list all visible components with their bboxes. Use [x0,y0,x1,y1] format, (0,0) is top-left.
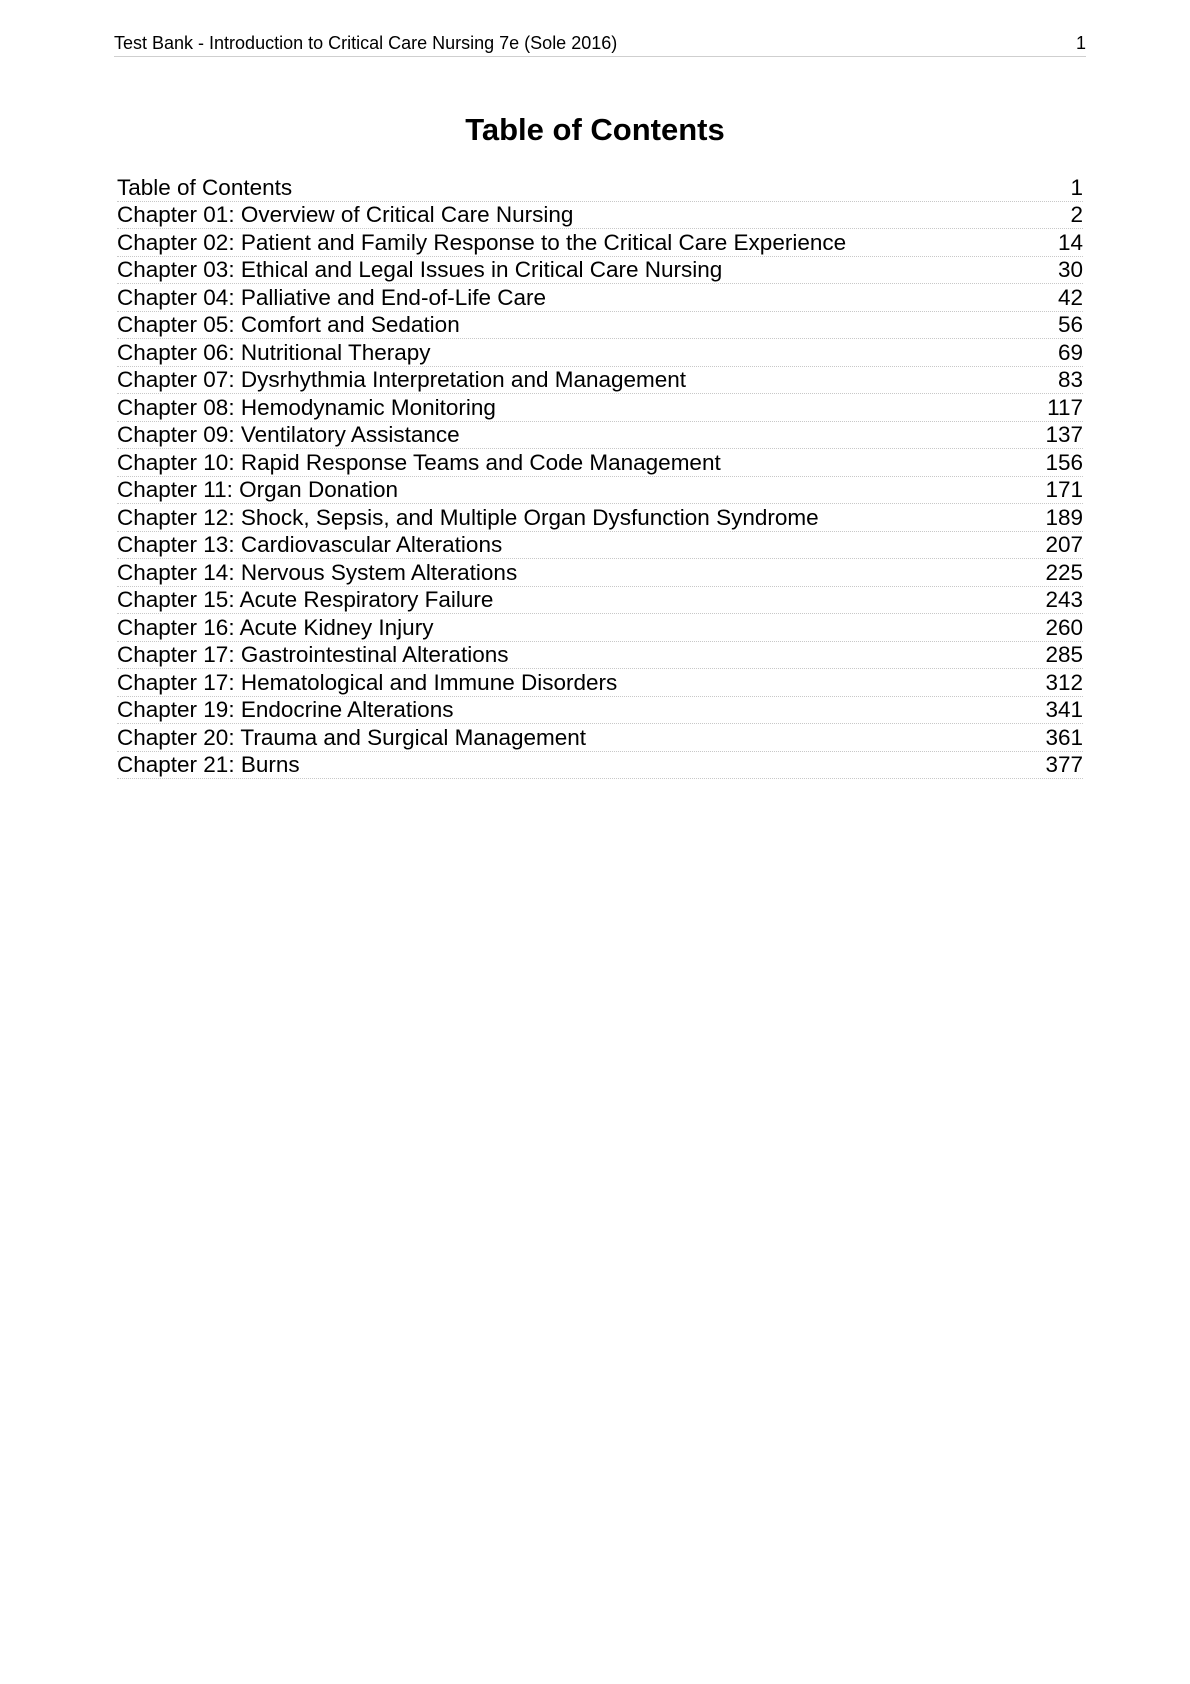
toc-entry-page: 285 [1045,642,1083,667]
toc-entry-label: Chapter 03: Ethical and Legal Issues in Critical Care Nursing [117,257,723,282]
toc-entry-page: 69 [1057,339,1083,365]
toc-entry-label: Chapter 11: Organ Donation [117,477,399,502]
toc-title: Table of Contents [465,112,725,147]
header-book-title: Test Bank - Introduction to Critical Care Nursing 7e (Sole 2016) [114,33,618,53]
toc-entry[interactable] [117,229,1083,257]
toc-entry-label: Chapter 19: Endocrine Alterations [117,697,454,722]
toc-entry-page: 2 [1070,202,1083,227]
toc-entry[interactable] [117,257,1083,285]
toc-entry-page: 225 [1045,559,1083,585]
toc-entry-label: Chapter 16: Acute Kidney Injury [117,614,434,640]
toc-entry-label: Chapter 17: Hematological and Immune Disorders [117,669,618,695]
toc-entry[interactable] [117,614,1083,642]
toc-entry-label: Chapter 04: Palliative and End-of-Life Care [117,284,546,310]
toc-entry-page: 117 [1047,394,1083,420]
toc-entry[interactable] [117,339,1083,367]
toc-entry-page: 30 [1057,257,1083,282]
toc-entry[interactable] [117,202,1083,230]
toc-entry-label: Chapter 12: Shock, Sepsis, and Multiple Organ Dysfunction Syndrome [117,504,819,530]
toc-entry[interactable] [117,422,1083,450]
toc-entry[interactable] [117,477,1083,505]
toc-entry-page: 14 [1057,229,1083,255]
toc-entry[interactable] [117,559,1083,587]
toc-entry-page: 260 [1045,614,1083,640]
running-header [114,32,1086,57]
toc-entry[interactable] [117,312,1083,340]
toc-entry-label: Chapter 10: Rapid Response Teams and Code Management [117,449,721,475]
toc-entry-page: 207 [1045,532,1083,557]
toc-entry[interactable] [117,284,1083,312]
toc-entry-label: Chapter 05: Comfort and Sedation [117,312,460,337]
toc-entry-label: Chapter 13: Cardiovascular Alterations [117,532,503,557]
toc-entry[interactable] [117,724,1083,752]
toc-entry-page: 56 [1057,312,1083,337]
toc-entry-page: 243 [1045,587,1083,612]
toc-entry-page: 137 [1045,422,1083,447]
toc-entry-page: 361 [1045,724,1083,750]
toc-entry[interactable] [117,752,1083,780]
toc-list [117,174,1083,779]
toc-entry-label: Chapter 21: Burns [117,752,300,777]
toc-entry[interactable] [117,367,1083,395]
toc-entry[interactable] [117,532,1083,560]
toc-entry-label: Chapter 17: Gastrointestinal Alterations [117,642,509,667]
toc-entry-label: Chapter 01: Overview of Critical Care Nursing [117,202,574,227]
toc-entry-page: 156 [1045,449,1083,475]
toc-entry-label: Table of Contents [117,174,293,200]
toc-entry[interactable] [117,697,1083,725]
toc-entry[interactable] [117,174,1083,202]
header-page-number: 1 [1075,33,1086,53]
toc-entry-label: Chapter 09: Ventilatory Assistance [117,422,460,447]
toc-entry[interactable] [117,669,1083,697]
toc-entry-page: 171 [1045,477,1083,502]
toc-entry-page: 42 [1057,284,1083,310]
toc-entry-page: 312 [1045,669,1083,695]
toc-entry-label: Chapter 15: Acute Respiratory Failure [117,587,494,612]
toc-entry[interactable] [117,642,1083,670]
toc-entry-label: Chapter 08: Hemodynamic Monitoring [117,394,496,420]
toc-entry-page: 189 [1045,504,1083,530]
toc-entry[interactable] [117,394,1083,422]
toc-entry[interactable] [117,449,1083,477]
toc-entry-page: 1 [1070,174,1083,200]
toc-entry-page: 377 [1045,752,1083,777]
toc-entry-label: Chapter 02: Patient and Family Response to the Critical Care Experience [117,229,847,255]
toc-entry-page: 341 [1045,697,1083,722]
toc-entry-label: Chapter 06: Nutritional Therapy [117,339,431,365]
toc-entry-page: 83 [1057,367,1083,392]
toc-entry[interactable] [117,504,1083,532]
toc-entry-label: Chapter 20: Trauma and Surgical Management [117,724,587,750]
toc-entry[interactable] [117,587,1083,615]
toc-entry-label: Chapter 14: Nervous System Alterations [117,559,518,585]
toc-entry-label: Chapter 07: Dysrhythmia Interpretation and Management [117,367,687,392]
